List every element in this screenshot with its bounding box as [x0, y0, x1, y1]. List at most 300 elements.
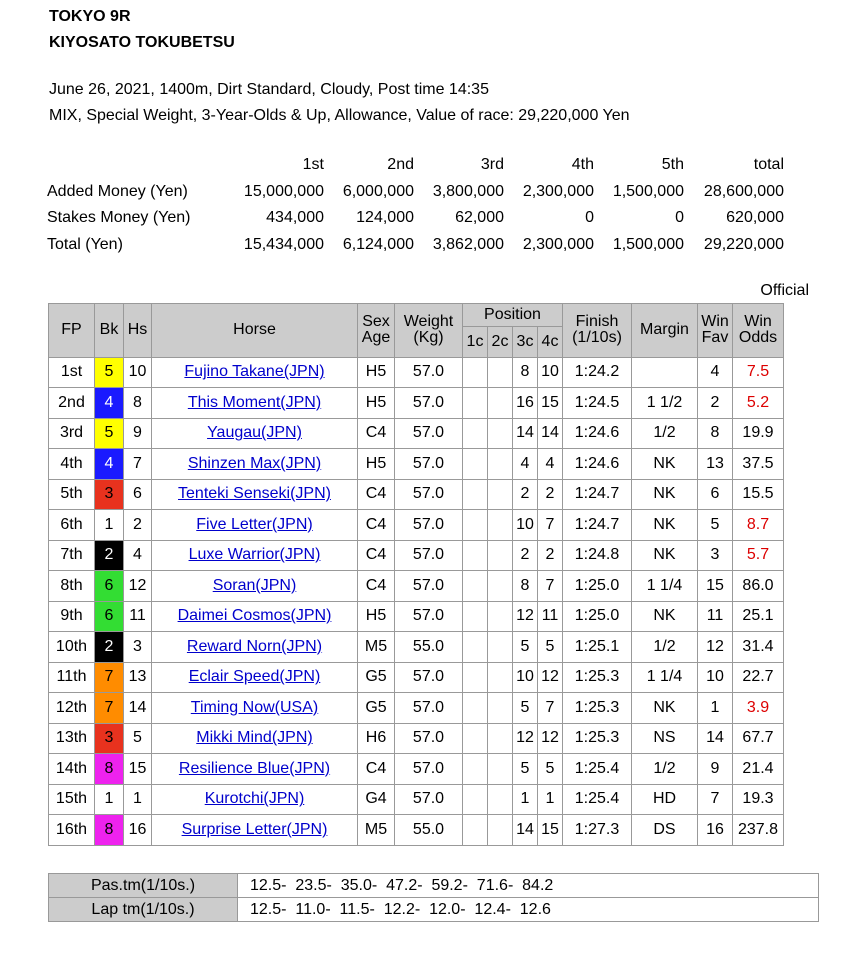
- age-label: Age: [361, 329, 391, 347]
- weight: 57.0: [395, 357, 463, 388]
- horse-cell: [152, 601, 358, 632]
- position-4c: 11: [538, 601, 563, 632]
- race-name: KIYOSATO TOKUBETSU: [49, 34, 235, 51]
- horse-name-link[interactable]: Eclair Speed(JPN): [188, 668, 321, 686]
- margin: NK: [632, 601, 698, 632]
- finish-label: Finish: [575, 313, 619, 331]
- horse-cell: [152, 571, 358, 602]
- money-cell: 620,000: [726, 209, 784, 227]
- weight: 57.0: [395, 418, 463, 449]
- win-favorite: 8: [698, 418, 733, 449]
- position-2c: [488, 632, 513, 663]
- passing-time-label: Pas.tm(1/10s.): [49, 874, 238, 898]
- money-cell: 0: [585, 209, 594, 227]
- margin: 1/2: [632, 418, 698, 449]
- horse-cell: [152, 357, 358, 388]
- position-2c: [488, 815, 513, 846]
- finish-time: 1:24.6: [563, 449, 632, 480]
- result-row: [49, 540, 784, 571]
- position-2c: [488, 693, 513, 724]
- horse-number: 12: [124, 571, 152, 602]
- position-3c: 5: [513, 754, 538, 785]
- kg-label: (Kg): [413, 329, 444, 347]
- finish-position: 4th: [49, 449, 95, 480]
- win-favorite: 2: [698, 388, 733, 419]
- position-1c: [463, 662, 488, 693]
- position-1c: [463, 479, 488, 510]
- horse-number: 6: [124, 479, 152, 510]
- bracket-number: 4: [95, 388, 124, 419]
- position-2c: [488, 510, 513, 541]
- position-2c: [488, 357, 513, 388]
- finish-time: 1:25.3: [563, 662, 632, 693]
- finish-time: 1:25.0: [563, 571, 632, 602]
- horse-number: 9: [124, 418, 152, 449]
- weight: 57.0: [395, 754, 463, 785]
- money-col-total: total: [753, 156, 784, 174]
- win-odds: 15.5: [733, 479, 784, 510]
- position-4c: 15: [538, 815, 563, 846]
- win-odds: 22.7: [733, 662, 784, 693]
- horse-number: 2: [124, 510, 152, 541]
- bracket-number: 4: [95, 449, 124, 480]
- result-row: [49, 357, 784, 388]
- win-favorite: 3: [698, 540, 733, 571]
- win-odds: 86.0: [733, 571, 784, 602]
- win-favorite: 12: [698, 632, 733, 663]
- horse-cell: [152, 479, 358, 510]
- margin: DS: [632, 815, 698, 846]
- finish-position: 3rd: [49, 418, 95, 449]
- win-odds: 7.5: [733, 357, 784, 388]
- finish-position: 15th: [49, 784, 95, 815]
- margin: HD: [632, 784, 698, 815]
- finish-position: 2nd: [49, 388, 95, 419]
- horse-name-link[interactable]: Reward Norn(JPN): [186, 637, 323, 655]
- position-3c: 10: [513, 510, 538, 541]
- money-cell: 3,800,000: [432, 182, 504, 200]
- horse-cell: [152, 388, 358, 419]
- win-favorite: 7: [698, 784, 733, 815]
- horse-name-link[interactable]: Luxe Warrior(JPN): [188, 546, 321, 564]
- win-odds: 19.3: [733, 784, 784, 815]
- horse-cell: [152, 510, 358, 541]
- weight: 55.0: [395, 815, 463, 846]
- position-2c: [488, 418, 513, 449]
- money-row-total: [47, 232, 784, 259]
- sex-age: M5: [358, 632, 395, 663]
- win-favorite: 15: [698, 571, 733, 602]
- position-3c: 2: [513, 479, 538, 510]
- position-4c: 15: [538, 388, 563, 419]
- money-cell: 15,000,000: [243, 182, 324, 200]
- sex-age: C4: [358, 418, 395, 449]
- money-cell: 2,300,000: [522, 235, 594, 253]
- weight: 55.0: [395, 632, 463, 663]
- bracket-number: 5: [95, 357, 124, 388]
- horse-number: 5: [124, 723, 152, 754]
- margin: [632, 357, 698, 388]
- horse-name-link[interactable]: Fujino Takane(JPN): [184, 363, 325, 381]
- margin: 1/2: [632, 754, 698, 785]
- win-favorite: 16: [698, 815, 733, 846]
- position-4c: 2: [538, 479, 563, 510]
- horse-cell: [152, 723, 358, 754]
- money-cell: 3,862,000: [432, 235, 504, 253]
- horse-name-link[interactable]: Five Letter(JPN): [196, 515, 313, 533]
- position-1c: [463, 418, 488, 449]
- bracket-number: 7: [95, 662, 124, 693]
- horse-name-link[interactable]: Mikki Mind(JPN): [196, 729, 313, 747]
- money-row-label: Added Money (Yen): [47, 182, 188, 200]
- finish-time: 1:25.1: [563, 632, 632, 663]
- money-cell: 124,000: [356, 209, 414, 227]
- horse-name-link[interactable]: Yaugau(JPN): [207, 424, 302, 442]
- win-odds: 8.7: [733, 510, 784, 541]
- finish-position: 1st: [49, 357, 95, 388]
- bracket-number: 8: [95, 754, 124, 785]
- horse-cell: [152, 418, 358, 449]
- position-3c: 8: [513, 571, 538, 602]
- finish-position: 10th: [49, 632, 95, 663]
- passing-time-row: [49, 874, 819, 898]
- col-fp: FP: [49, 304, 95, 358]
- horse-number: 10: [124, 357, 152, 388]
- result-row: [49, 418, 784, 449]
- bracket-number: 6: [95, 571, 124, 602]
- position-1c: [463, 754, 488, 785]
- sex-age: C4: [358, 510, 395, 541]
- horse-name-link[interactable]: Kurotchi(JPN): [204, 790, 305, 808]
- position-1c: [463, 784, 488, 815]
- horse-name-link[interactable]: Tenteki Senseki(JPN): [178, 485, 331, 503]
- win-odds: 5.7: [733, 540, 784, 571]
- prize-money-table: [47, 152, 784, 258]
- lap-time-row: [49, 898, 819, 922]
- bracket-number: 6: [95, 601, 124, 632]
- margin: NK: [632, 693, 698, 724]
- finish-position: 5th: [49, 479, 95, 510]
- position-3c: 14: [513, 815, 538, 846]
- race-class-info: MIX, Special Weight, 3-Year-Olds & Up, Allowance, Value of race: 29,220,000 Yen: [49, 107, 630, 124]
- position-4c: 1: [538, 784, 563, 815]
- position-3c: 16: [513, 388, 538, 419]
- col-position: Position: [463, 304, 563, 327]
- position-1c: [463, 601, 488, 632]
- col-1c: 1c: [463, 327, 488, 358]
- result-row: [49, 784, 784, 815]
- result-row: [49, 662, 784, 693]
- position-3c: 12: [513, 601, 538, 632]
- finish-position: 11th: [49, 662, 95, 693]
- position-1c: [463, 388, 488, 419]
- position-4c: 12: [538, 662, 563, 693]
- result-row: [49, 571, 784, 602]
- position-3c: 5: [513, 632, 538, 663]
- bracket-number: 5: [95, 418, 124, 449]
- position-4c: 7: [538, 571, 563, 602]
- sex-age: M5: [358, 815, 395, 846]
- position-3c: 14: [513, 418, 538, 449]
- money-col-5th: 5th: [661, 156, 684, 174]
- margin: NK: [632, 449, 698, 480]
- position-4c: 4: [538, 449, 563, 480]
- weight: 57.0: [395, 723, 463, 754]
- result-row: [49, 479, 784, 510]
- position-1c: [463, 510, 488, 541]
- col-sex-age: [358, 304, 395, 358]
- position-2c: [488, 540, 513, 571]
- position-3c: 2: [513, 540, 538, 571]
- horse-cell: [152, 449, 358, 480]
- margin: 1 1/2: [632, 388, 698, 419]
- win-favorite: 11: [698, 601, 733, 632]
- position-3c: 4: [513, 449, 538, 480]
- result-row: [49, 754, 784, 785]
- finish-position: 16th: [49, 815, 95, 846]
- position-2c: [488, 601, 513, 632]
- position-3c: 5: [513, 693, 538, 724]
- money-cell: 6,000,000: [342, 182, 414, 200]
- position-1c: [463, 449, 488, 480]
- result-row: [49, 723, 784, 754]
- money-cell: 1,500,000: [612, 182, 684, 200]
- win-favorite: 4: [698, 357, 733, 388]
- finish-position: 14th: [49, 754, 95, 785]
- race-conditions: June 26, 2021, 1400m, Dirt Standard, Cloudy, Post time 14:35: [49, 81, 489, 98]
- position-1c: [463, 571, 488, 602]
- horse-number: 11: [124, 601, 152, 632]
- bracket-number: 1: [95, 784, 124, 815]
- position-2c: [488, 784, 513, 815]
- margin: 1/2: [632, 632, 698, 663]
- finish-time: 1:24.7: [563, 479, 632, 510]
- bracket-number: 3: [95, 723, 124, 754]
- win-odds: 19.9: [733, 418, 784, 449]
- position-2c: [488, 449, 513, 480]
- lap-time-values: 12.5- 11.0- 11.5- 12.2- 12.0- 12.4- 12.6: [238, 898, 819, 922]
- sex-age: C4: [358, 540, 395, 571]
- position-4c: 7: [538, 510, 563, 541]
- win-favorite: 10: [698, 662, 733, 693]
- margin: NS: [632, 723, 698, 754]
- position-2c: [488, 723, 513, 754]
- horse-name-link[interactable]: Surprise Letter(JPN): [181, 820, 328, 838]
- win-label: Win: [701, 313, 729, 331]
- finish-position: 9th: [49, 601, 95, 632]
- position-1c: [463, 693, 488, 724]
- win-favorite: 1: [698, 693, 733, 724]
- col-hs: Hs: [124, 304, 152, 358]
- weight: 57.0: [395, 601, 463, 632]
- position-4c: 5: [538, 632, 563, 663]
- sex-age: H5: [358, 449, 395, 480]
- finish-time: 1:24.2: [563, 357, 632, 388]
- sex-age: G5: [358, 693, 395, 724]
- position-3c: 1: [513, 784, 538, 815]
- horse-name-link[interactable]: Timing Now(USA): [190, 698, 319, 716]
- sex-age: C4: [358, 479, 395, 510]
- finish-time: 1:25.3: [563, 693, 632, 724]
- col-margin: Margin: [632, 304, 698, 358]
- money-row-stakes: [47, 205, 784, 232]
- odds-label: Odds: [738, 329, 778, 347]
- horse-cell: [152, 784, 358, 815]
- position-4c: 12: [538, 723, 563, 754]
- position-3c: 8: [513, 357, 538, 388]
- horse-number: 14: [124, 693, 152, 724]
- finish-time: 1:25.3: [563, 723, 632, 754]
- result-row: [49, 388, 784, 419]
- win-favorite: 14: [698, 723, 733, 754]
- position-4c: 14: [538, 418, 563, 449]
- weight: 57.0: [395, 784, 463, 815]
- finish-time: 1:25.0: [563, 601, 632, 632]
- win-favorite: 6: [698, 479, 733, 510]
- col-bk: Bk: [95, 304, 124, 358]
- horse-name-link[interactable]: This Moment(JPN): [187, 393, 322, 411]
- money-cell: 15,434,000: [243, 235, 324, 253]
- finish-position: 12th: [49, 693, 95, 724]
- sex-label: Sex: [362, 313, 390, 331]
- position-1c: [463, 357, 488, 388]
- margin: NK: [632, 510, 698, 541]
- weight: 57.0: [395, 662, 463, 693]
- horse-name-link[interactable]: Shinzen Max(JPN): [187, 454, 322, 472]
- result-row: [49, 815, 784, 846]
- horse-name-link[interactable]: Resilience Blue(JPN): [178, 759, 331, 777]
- money-cell: 0: [675, 209, 684, 227]
- position-4c: 2: [538, 540, 563, 571]
- bracket-number: 8: [95, 815, 124, 846]
- sex-age: H5: [358, 601, 395, 632]
- horse-number: 15: [124, 754, 152, 785]
- money-col-4th: 4th: [571, 156, 594, 174]
- money-row-added: [47, 179, 784, 206]
- position-2c: [488, 388, 513, 419]
- win-odds: 21.4: [733, 754, 784, 785]
- result-row: [49, 510, 784, 541]
- bracket-number: 2: [95, 540, 124, 571]
- result-row: [49, 449, 784, 480]
- money-cell: 2,300,000: [522, 182, 594, 200]
- weight-label: Weight: [403, 313, 454, 331]
- money-row-label: Total (Yen): [47, 235, 123, 253]
- finish-position: 13th: [49, 723, 95, 754]
- weight: 57.0: [395, 571, 463, 602]
- finish-time: 1:27.3: [563, 815, 632, 846]
- col-weight: [395, 304, 463, 358]
- finish-unit: (1/10s): [572, 329, 622, 347]
- horse-number: 4: [124, 540, 152, 571]
- horse-number: 16: [124, 815, 152, 846]
- results-table: [48, 303, 784, 846]
- horse-cell: [152, 662, 358, 693]
- position-4c: 10: [538, 357, 563, 388]
- money-col-2nd: 2nd: [387, 156, 414, 174]
- horse-cell: [152, 693, 358, 724]
- position-3c: 10: [513, 662, 538, 693]
- lap-time-label: Lap tm(1/10s.): [49, 898, 238, 922]
- money-col-3rd: 3rd: [480, 156, 504, 174]
- money-col-1st: 1st: [302, 156, 324, 174]
- col-2c: 2c: [488, 327, 513, 358]
- weight: 57.0: [395, 540, 463, 571]
- win-label: Win: [744, 313, 772, 331]
- position-1c: [463, 815, 488, 846]
- sex-age: G4: [358, 784, 395, 815]
- position-1c: [463, 540, 488, 571]
- finish-time: 1:24.7: [563, 510, 632, 541]
- horse-number: 3: [124, 632, 152, 663]
- position-4c: 7: [538, 693, 563, 724]
- weight: 57.0: [395, 479, 463, 510]
- money-cell: 434,000: [266, 209, 324, 227]
- sex-age: H6: [358, 723, 395, 754]
- bracket-number: 2: [95, 632, 124, 663]
- weight: 57.0: [395, 449, 463, 480]
- race-number: TOKYO 9R: [49, 8, 131, 25]
- time-table: [48, 873, 819, 922]
- margin: 1 1/4: [632, 662, 698, 693]
- col-win-fav: [698, 304, 733, 358]
- finish-time: 1:24.8: [563, 540, 632, 571]
- bracket-number: 3: [95, 479, 124, 510]
- finish-time: 1:24.6: [563, 418, 632, 449]
- sex-age: H5: [358, 357, 395, 388]
- horse-number: 13: [124, 662, 152, 693]
- win-odds: 67.7: [733, 723, 784, 754]
- win-odds: 5.2: [733, 388, 784, 419]
- finish-position: 7th: [49, 540, 95, 571]
- horse-name-link[interactable]: Daimei Cosmos(JPN): [177, 607, 332, 625]
- finish-time: 1:25.4: [563, 754, 632, 785]
- finish-position: 8th: [49, 571, 95, 602]
- position-2c: [488, 571, 513, 602]
- horse-number: 7: [124, 449, 152, 480]
- margin: NK: [632, 540, 698, 571]
- sex-age: C4: [358, 754, 395, 785]
- weight: 57.0: [395, 510, 463, 541]
- sex-age: H5: [358, 388, 395, 419]
- position-2c: [488, 662, 513, 693]
- passing-time-values: 12.5- 23.5- 35.0- 47.2- 59.2- 71.6- 84.2: [238, 874, 819, 898]
- margin: 1 1/4: [632, 571, 698, 602]
- win-odds: 3.9: [733, 693, 784, 724]
- win-odds: 31.4: [733, 632, 784, 663]
- horse-cell: [152, 754, 358, 785]
- finish-time: 1:25.4: [563, 784, 632, 815]
- position-2c: [488, 479, 513, 510]
- win-odds: 25.1: [733, 601, 784, 632]
- win-favorite: 9: [698, 754, 733, 785]
- col-4c: 4c: [538, 327, 563, 358]
- win-odds: 237.8: [733, 815, 784, 846]
- horse-name-link[interactable]: Soran(JPN): [212, 576, 297, 594]
- horse-cell: [152, 815, 358, 846]
- col-horse: Horse: [152, 304, 358, 358]
- win-odds: 37.5: [733, 449, 784, 480]
- finish-position: 6th: [49, 510, 95, 541]
- money-cell: 1,500,000: [612, 235, 684, 253]
- money-cell: 6,124,000: [342, 235, 414, 253]
- bracket-number: 7: [95, 693, 124, 724]
- position-4c: 5: [538, 754, 563, 785]
- fav-label: Fav: [701, 329, 729, 347]
- horse-cell: [152, 632, 358, 663]
- margin: NK: [632, 479, 698, 510]
- win-favorite: 5: [698, 510, 733, 541]
